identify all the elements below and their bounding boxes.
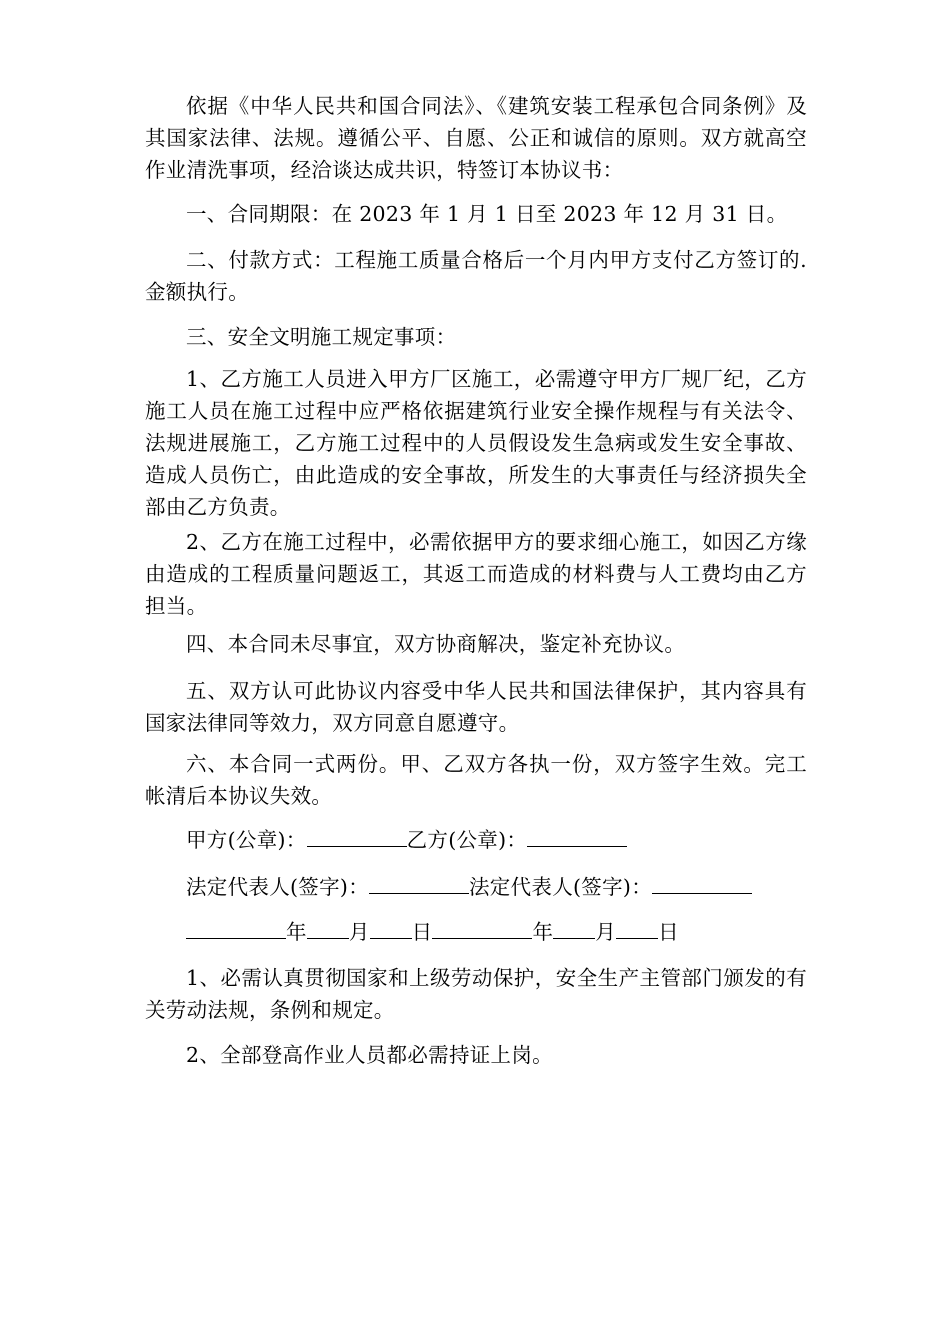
party-a-rep-label: 法定代表人(签字)： [186,875,369,899]
year-label-b: 年 [532,920,554,944]
signature-date-line [145,916,679,948]
clause-safety-title: 三、安全文明施工规定事项： [186,325,457,349]
party-b-rep-label: 法定代表人(签字)： [469,875,652,899]
signature-representative-line [145,871,752,903]
party-b-year-blank[interactable] [432,916,532,939]
party-a-rep-blank[interactable] [369,871,469,894]
clause-unresolved-matters: 四、本合同未尽事宜，双方协商解决，鉴定补充协议。 [186,632,686,656]
party-b-seal-label: 乙方(公章)： [406,828,528,852]
year-label-a: 年 [286,920,307,944]
party-b-rep-blank[interactable] [652,871,752,894]
month-label-b: 月 [595,920,617,944]
party-a-seal-label: 甲方(公章)： [186,828,307,852]
clause-safety-item-1: 1、乙方施工人员进入甲方厂区施工，必需遵守甲方厂规厂纪，乙方施工人员在施工过程中应严格依据建筑行业安全操作规程与有关法令、法规进展施工，乙方施工过程中的人员假设发生急病或发生安全事故、造成人员伤亡，由此造成的安全事故，所发生的大事责任与经济损失全部由乙方负责。 [145,367,807,519]
extra-item-1: 1、必需认真贯彻国家和上级劳动保护，安全生产主管部门颁发的有关劳动法规，条例和规定。 [145,966,807,1022]
extra-item-2: 2、全部登高作业人员都必需持证上岗。 [186,1043,553,1067]
clause-safety-item-2: 2、乙方在施工过程中，必需依据甲方的要求细心施工，如因乙方缘由造成的工程质量问题返工，其返工而造成的材料费与人工费均由乙方担当。 [145,530,807,618]
party-b-month-blank[interactable] [553,916,595,939]
party-a-year-blank[interactable] [186,916,286,939]
clause-contract-term: 一、合同期限：在 2023 年 1 月 1 日至 2023 年 12 月 31 日。 [186,202,788,226]
clause-copies: 六、本合同一式两份。甲、乙双方各执一份，双方签字生效。完工帐清后本协议失效。 [145,752,807,808]
day-label-a: 日 [411,920,433,944]
party-b-day-blank[interactable] [616,916,658,939]
intro-paragraph: 依据《中华人民共和国合同法》、《建筑安装工程承包合同条例》及其国家法律、法规。遵循公平、自愿、公正和诚信的原则。双方就高空作业清洗事项，经洽谈达成共识，特签订本协议书： [145,94,807,182]
day-label-b: 日 [658,920,679,944]
signature-seal-line [145,824,627,856]
month-label-a: 月 [348,920,370,944]
party-a-day-blank[interactable] [370,916,412,939]
party-b-seal-blank[interactable] [527,824,627,847]
clause-payment: 二、付款方式：工程施工质量合格后一个月内甲方支付乙方签订的.金额执行。 [145,248,807,304]
clause-legal-protection: 五、双方认可此协议内容受中华人民共和国法律保护，其内容具有国家法律同等效力，双方同意自愿遵守。 [145,679,807,735]
party-a-seal-blank[interactable] [307,824,407,847]
party-a-month-blank[interactable] [307,916,349,939]
